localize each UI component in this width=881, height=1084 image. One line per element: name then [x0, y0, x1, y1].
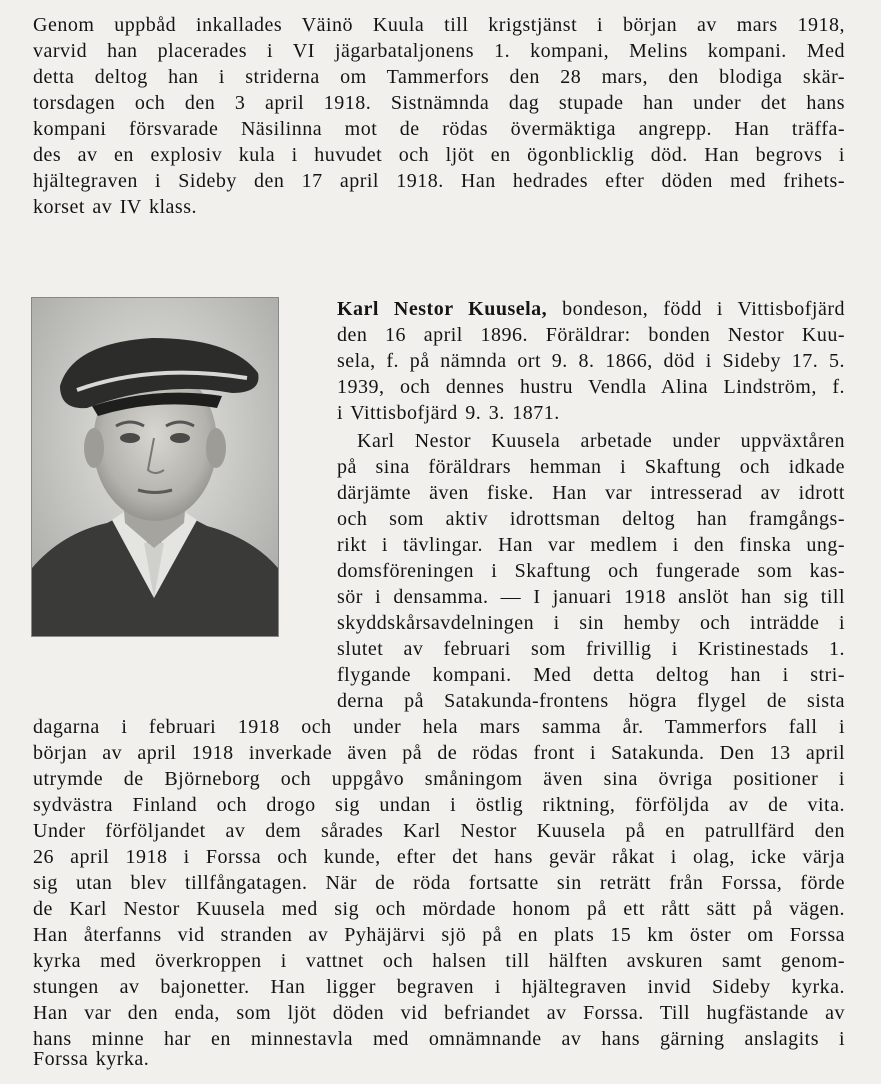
- text-line: varvid han placerades i VI jägarbataljonens 1. kompani, Melins kompani. Med: [33, 40, 845, 62]
- text-line: kyrka med överkroppen i vattnet och halsen till hälften avskuren samt genom-: [33, 950, 845, 972]
- text-line: hans minne har en minnestavla med omnämnande av hans gärning anslagits i: [33, 1028, 845, 1050]
- portrait-photo: [31, 297, 279, 637]
- text-line: dagarna i februari 1918 och under hela mars samma år. Tammerfors fall i: [33, 716, 845, 738]
- portrait-icon: [32, 298, 278, 636]
- person-name: Karl Nestor Kuusela,: [337, 298, 548, 320]
- text-line: hjältegraven i Sideby den 17 april 1918. Han hedrades efter döden med frihets-: [33, 170, 845, 192]
- text-line: slutet av februari som frivillig i Kristinestads 1.: [337, 638, 845, 660]
- text-line: rikt i tävlingar. Han var medlem i den finska ung-: [337, 534, 845, 556]
- text-line: Karl Nestor Kuusela arbetade under uppväxtåren: [357, 430, 845, 452]
- text-line: Under förföljandet av dem sårades Karl Nestor Kuusela på en patrullfärd den: [33, 820, 845, 842]
- text-line: domsföreningen i Skaftung och fungerade som kas-: [337, 560, 845, 582]
- text-line: korset av IV klass.: [33, 196, 197, 218]
- text-line: på sina föräldrars hemman i Skaftung och idkade: [337, 456, 845, 478]
- text-line: flygande kompani. Med detta deltog han i stri-: [337, 664, 845, 686]
- text-line: i Vittisbofjärd 9. 3. 1871.: [337, 402, 560, 424]
- text-line: och som aktiv idrottsman deltog han framgångs-: [337, 508, 845, 530]
- text-line: sig utan blev tillfångatagen. När de röda fortsatte sin reträtt från Forssa, förde: [33, 872, 845, 894]
- text-line: derna på Satakunda-frontens högra flygel de sista: [337, 690, 845, 712]
- text-line: Forssa kyrka.: [33, 1048, 150, 1070]
- text-line: de Karl Nestor Kuusela med sig och mördade honom på ett rått sätt på vägen.: [33, 898, 845, 920]
- text-line: 1939, och dennes hustru Vendla Alina Lindström, f.: [337, 376, 845, 398]
- text-line: utrymde de Björneborg och uppgåvo småningom även sina övriga positioner i: [33, 768, 845, 790]
- text-line: sela, f. på nämnda ort 9. 8. 1866, död i Sideby 17. 5.: [337, 350, 845, 372]
- text-line: sydvästra Finland och drogo sig undan i östlig riktning, förföljda av de vita.: [33, 794, 845, 816]
- text-line: stungen av bajonetter. Han ligger begraven i hjältegraven invid Sideby kyrka.: [33, 976, 845, 998]
- text-line: des av en explosiv kula i huvudet och ljöt en ögonblicklig död. Han begrovs i: [33, 144, 845, 166]
- text-line: Genom uppbåd inkallades Väinö Kuula till krigstjänst i början av mars 1918,: [33, 14, 845, 36]
- text-line: torsdagen och den 3 april 1918. Sistnämnda dag stupade han under det hans: [33, 92, 845, 114]
- text-line: Han var den enda, som ljöt döden vid befriandet av Forssa. Till hugfästande av: [33, 1002, 845, 1024]
- text-line: början av april 1918 inverkade även på de rödas front i Satakunda. Den 13 april: [33, 742, 845, 764]
- text-line: sör i densamma. — I januari 1918 anslöt han sig till: [337, 586, 845, 608]
- text-line: 26 april 1918 i Forssa och kunde, efter det hans gevär råkat i olag, icke värja: [33, 846, 845, 868]
- text-line: kompani försvarade Näsilinna mot de rödas övermäktiga angrepp. Han träffa-: [33, 118, 845, 140]
- text-line: skyddskårsavdelningen i sin hemby och inträdde i: [337, 612, 845, 634]
- text-line: därjämte även fiske. Han var intresserad av idrott: [337, 482, 845, 504]
- text-line: detta deltog han i striderna om Tammerfors den 28 mars, den blodiga skär-: [33, 66, 845, 88]
- text-line: Han återfanns vid stranden av Pyhäjärvi sjö på en plats 15 km öster om Forssa: [33, 924, 845, 946]
- text-line: den 16 april 1896. Föräldrar: bonden Nestor Kuu-: [337, 324, 845, 346]
- text-line: Karl Nestor Kuusela, bondeson, född i Vittisbofjärd: [337, 298, 845, 320]
